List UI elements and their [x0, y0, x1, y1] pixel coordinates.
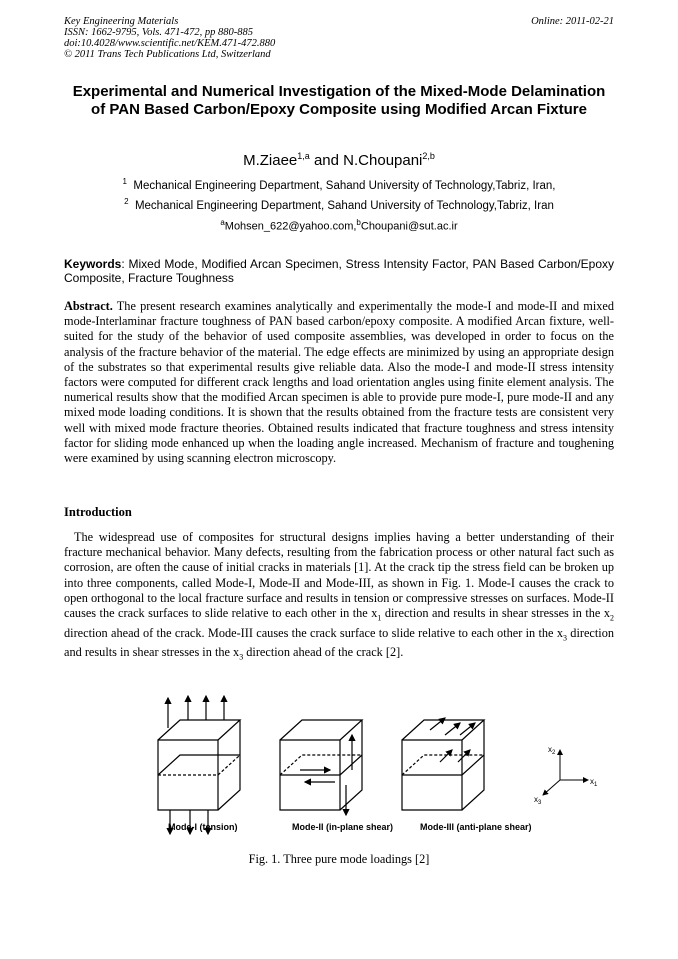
intro-sub-3: 3 [562, 633, 567, 643]
affiliation-1-text: Mechanical Engineering Department, Sahand University of Technology,Tabriz, Iran, [133, 179, 556, 192]
intro-text-5: direction ahead of the crack [2]. [243, 645, 404, 660]
axis-x1-label: $x_1$ [590, 777, 598, 788]
mode-2-diagram [280, 720, 362, 815]
intro-text-4: direction and results in shear stresses in the x [64, 625, 615, 660]
issn: ISSN: 1662-9795, Vols. 471-472, pp 880-885 [64, 27, 253, 38]
figure-caption: Fig. 1. Three pure mode loadings [2] [248, 852, 430, 866]
introduction-heading: Introduction [64, 505, 132, 519]
affiliation-1-num: 1 [122, 177, 127, 186]
copyright: © 2011 Trans Tech Publications Ltd, Switzerland [64, 49, 271, 60]
axis-x2-label: $x_2$ [548, 745, 556, 756]
abstract-label: Abstract. [64, 299, 113, 313]
introduction-paragraph [64, 530, 614, 665]
email-a: Mohsen_622@yahoo.com, [224, 220, 357, 233]
mode-1-diagram [158, 696, 240, 834]
author-2-sup: 2,b [422, 151, 435, 161]
keywords-label: Keywords [64, 257, 122, 271]
author-1: M.Ziaee [243, 152, 298, 169]
intro-text-1: The widespread use of composites for structural designs implies having a better understanding of their fracture mechanical behavior. Many defects, resulting from the fabrication process or other natural fact such as corrosion, are often the cause of initial cracks in materials [1]. At the crack tip the stress field can be broken up into three components, called Mode-I, Mode-II and Mode-III, as shown in Fig. 1. Mode-I causes the crack to open orthogonal to the local fracture surface and results in tension or compressive stresses on surfaces. Mode-II causes the crack surfaces to slide relative to each other in the x [64, 530, 614, 621]
email-a-sup: a [220, 218, 225, 227]
affiliation-1 [64, 177, 614, 192]
axis-x3-label: $x_3$ [534, 795, 542, 806]
paper-title: Experimental and Numerical Investigation of the Mixed-Mode Delamination of PAN Based Carbon/Epoxy Composite using Modified Arcan Fixture [72, 83, 606, 118]
abstract-text: The present research examines analytically and experimentally the mode-I and mode-II and mixed mode-Interlaminar fracture toughness of PAN based carbon/epoxy composite. A modified Arcan fixture, well-suited for the study of the behavior of used composite assemblies, was developed in order to focus on the analysis of the fracture behavior of the material. The edge effects are minimized by using an appropriate design of the substrates so that experimental results give reliable data. Also the mode-I and mode-II stress intensity factors were computed for different crack lengths and load orientation angles using finite element analysis. The numerical results show that the modified Arcan specimen is able to provide pure mode-I, pure mode-II and any mixed mode loading conditions. It is shown that the results obtained from the fracture tests are consistent very well with mixed mode fracture theories. Obtained results indicated that fracture toughness and stress intensity factor for sliding mode enhanced up when the loading angle increased. Mechanism of fracture and toughening were examined by using scanning electron microscopy. [64, 299, 614, 466]
mode-3-diagram [402, 718, 484, 810]
affiliation-2-text: Mechanical Engineering Department, Sahand University of Technology,Tabriz, Iran [134, 199, 554, 212]
doi: doi:10.4028/www.scientific.net/KEM.471-472.880 [64, 38, 276, 49]
header-left [64, 16, 275, 60]
author-1-sup: 1,a [297, 151, 310, 161]
author-2: N.Choupani [343, 152, 423, 169]
figure-1 [140, 690, 620, 840]
journal-name: Key Engineering Materials [64, 16, 179, 27]
online-date: Online: 2011-02-21 [531, 16, 614, 27]
emails [64, 218, 614, 233]
keywords [64, 257, 614, 285]
axes-diagram [543, 750, 588, 795]
author-joiner: and [309, 152, 344, 169]
affiliation-2-num: 2 [124, 197, 129, 206]
abstract [64, 299, 614, 466]
intro-sub-1: 1 [377, 613, 382, 623]
intro-text-3: direction ahead of the crack. Mode-III causes the crack surface to slide relative to each other in the x [64, 625, 563, 640]
mode-1-label: Mode-I (tension) [168, 822, 238, 832]
authors [64, 151, 614, 169]
intro-sub-2: 2 [610, 613, 614, 623]
email-b-sup: b [356, 218, 361, 227]
affiliation-2 [64, 197, 614, 212]
keywords-text: : Mixed Mode, Modified Arcan Specimen, Stress Intensity Factor, PAN Based Carbon/Epoxy Composite, Fracture Toughness [64, 257, 614, 285]
intro-text-2: direction and results in shear stresses in the x [381, 606, 610, 621]
email-b: Choupani@sut.ac.ir [360, 220, 458, 233]
mode-2-label: Mode-II (in-plane shear) [292, 822, 394, 832]
mode-3-label: Mode-III (anti-plane shear) [420, 822, 532, 832]
intro-sub-4: 3 [239, 652, 244, 662]
